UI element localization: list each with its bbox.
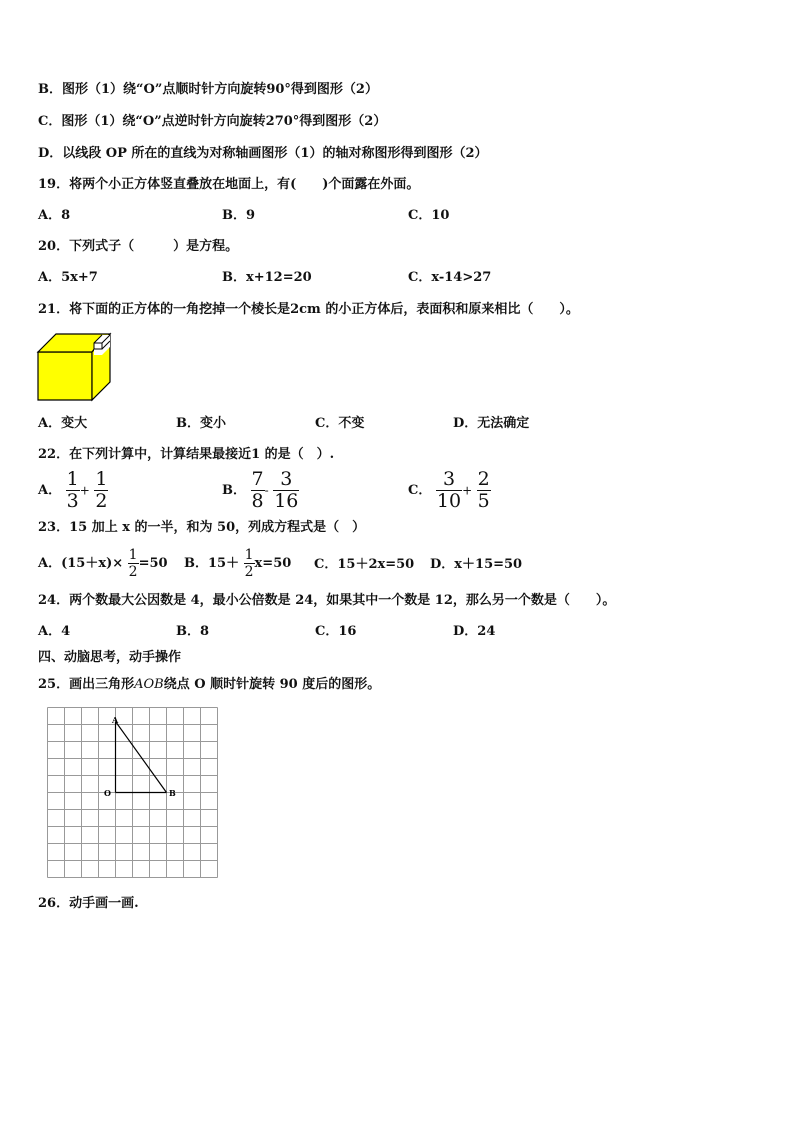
q20-stem: 20．下列式子（ ）是方程。	[38, 239, 239, 254]
fraction: $\frac{7}{8}$	[251, 468, 264, 512]
q24-option-b: B．8	[176, 624, 210, 639]
point-o-label: O	[104, 788, 111, 798]
q22-c-label: C．	[408, 483, 432, 498]
q21-stem: 21．将下面的正方体的一角挖掉一个棱长是2cm 的小正方体后，表面积和原来相比（ ）。	[38, 302, 579, 317]
q25-stem	[38, 677, 380, 693]
q21-option-a: A．变大	[38, 416, 88, 431]
q25-stem-post: 绕点 O 顺时针旋转 90 度后的图形。	[163, 677, 381, 692]
grid-figure	[46, 706, 220, 880]
operator: +	[79, 483, 90, 498]
operator: +	[462, 483, 473, 498]
q23-stem: 23．15 加上 x 的一半，和为 50，列成方程式是（ ）	[38, 520, 366, 535]
cube-front-face	[38, 352, 92, 400]
point-b-label: B	[169, 788, 176, 798]
q23-a-pre: A．(15＋x)×	[38, 556, 124, 571]
point-a-label: A	[112, 715, 119, 725]
q20-option-c: C．x-14>27	[408, 270, 492, 285]
q22-stem: 22．在下列计算中，计算结果最接近1 的是（ ）.	[38, 447, 335, 462]
q23-option-d: D．x＋15=50	[430, 557, 523, 572]
option-d-symmetry: D．以线段 OP 所在的直线为对称轴画图形（1）的轴对称图形得到图形（2）	[38, 146, 488, 161]
q21-option-d: D．无法确定	[453, 416, 530, 431]
option-b-rotation: B．图形（1）绕“O”点顺时针方向旋转90°得到图形（2）	[38, 82, 378, 97]
q25-stem-pre: 25．画出三角形	[38, 677, 135, 692]
fraction: $\frac{3}{10}$	[436, 468, 462, 512]
q25-stem-math: AOB	[134, 677, 164, 692]
q19-option-b: B．9	[222, 208, 256, 223]
q22-option-b	[222, 470, 299, 511]
q23-option-a	[38, 548, 168, 579]
segment-ab	[116, 722, 167, 793]
q26-stem: 26．动手画一画.	[38, 896, 139, 911]
q21-option-c: C．不变	[315, 416, 365, 431]
fraction: $\frac{3}{16}$	[274, 468, 299, 512]
fraction: $\frac{1}{2}$	[128, 547, 138, 580]
q24-option-c: C．16	[315, 624, 357, 639]
q23-option-c: C．15＋2x=50	[314, 557, 415, 572]
operator: -	[264, 483, 269, 498]
q24-option-a: A．4	[38, 624, 71, 639]
q22-b-label: B．	[222, 483, 246, 498]
section-heading: 四、动脑思考，动手操作	[38, 650, 182, 665]
q21-option-b: B．变小	[176, 416, 226, 431]
q19-option-c: C．10	[408, 208, 450, 223]
fraction: $\frac{2}{5}$	[477, 468, 490, 512]
q19-option-a: A．8	[38, 208, 71, 223]
fraction: $\frac{1}{3}$	[66, 468, 79, 512]
q23-b-post: x=50	[254, 556, 292, 571]
q24-option-d: D．24	[453, 624, 496, 639]
q23-a-post: =50	[138, 556, 168, 571]
q23-b-pre: B．15＋	[184, 556, 240, 571]
q22-a-label: A．	[38, 483, 62, 498]
fraction: $\frac{1}{2}$	[244, 547, 254, 580]
q23-option-b	[184, 548, 291, 579]
option-c-rotation: C．图形（1）绕“O”点逆时针方向旋转270°得到图形（2）	[38, 114, 387, 129]
q20-option-a: A．5x+7	[38, 270, 98, 285]
q19-stem: 19．将两个小正方体竖直叠放在地面上，有( )个面露在外面。	[38, 177, 420, 192]
fraction: $\frac{1}{2}$	[95, 468, 108, 512]
q20-option-b: B．x+12=20	[222, 270, 312, 285]
q22-option-c	[408, 470, 491, 511]
q22-option-a	[38, 470, 108, 511]
q24-stem: 24．两个数最大公因数是 4，最小公倍数是 24，如果其中一个数是 12，那么另一个数是（ ）。	[38, 593, 616, 608]
cube-figure	[36, 332, 112, 402]
